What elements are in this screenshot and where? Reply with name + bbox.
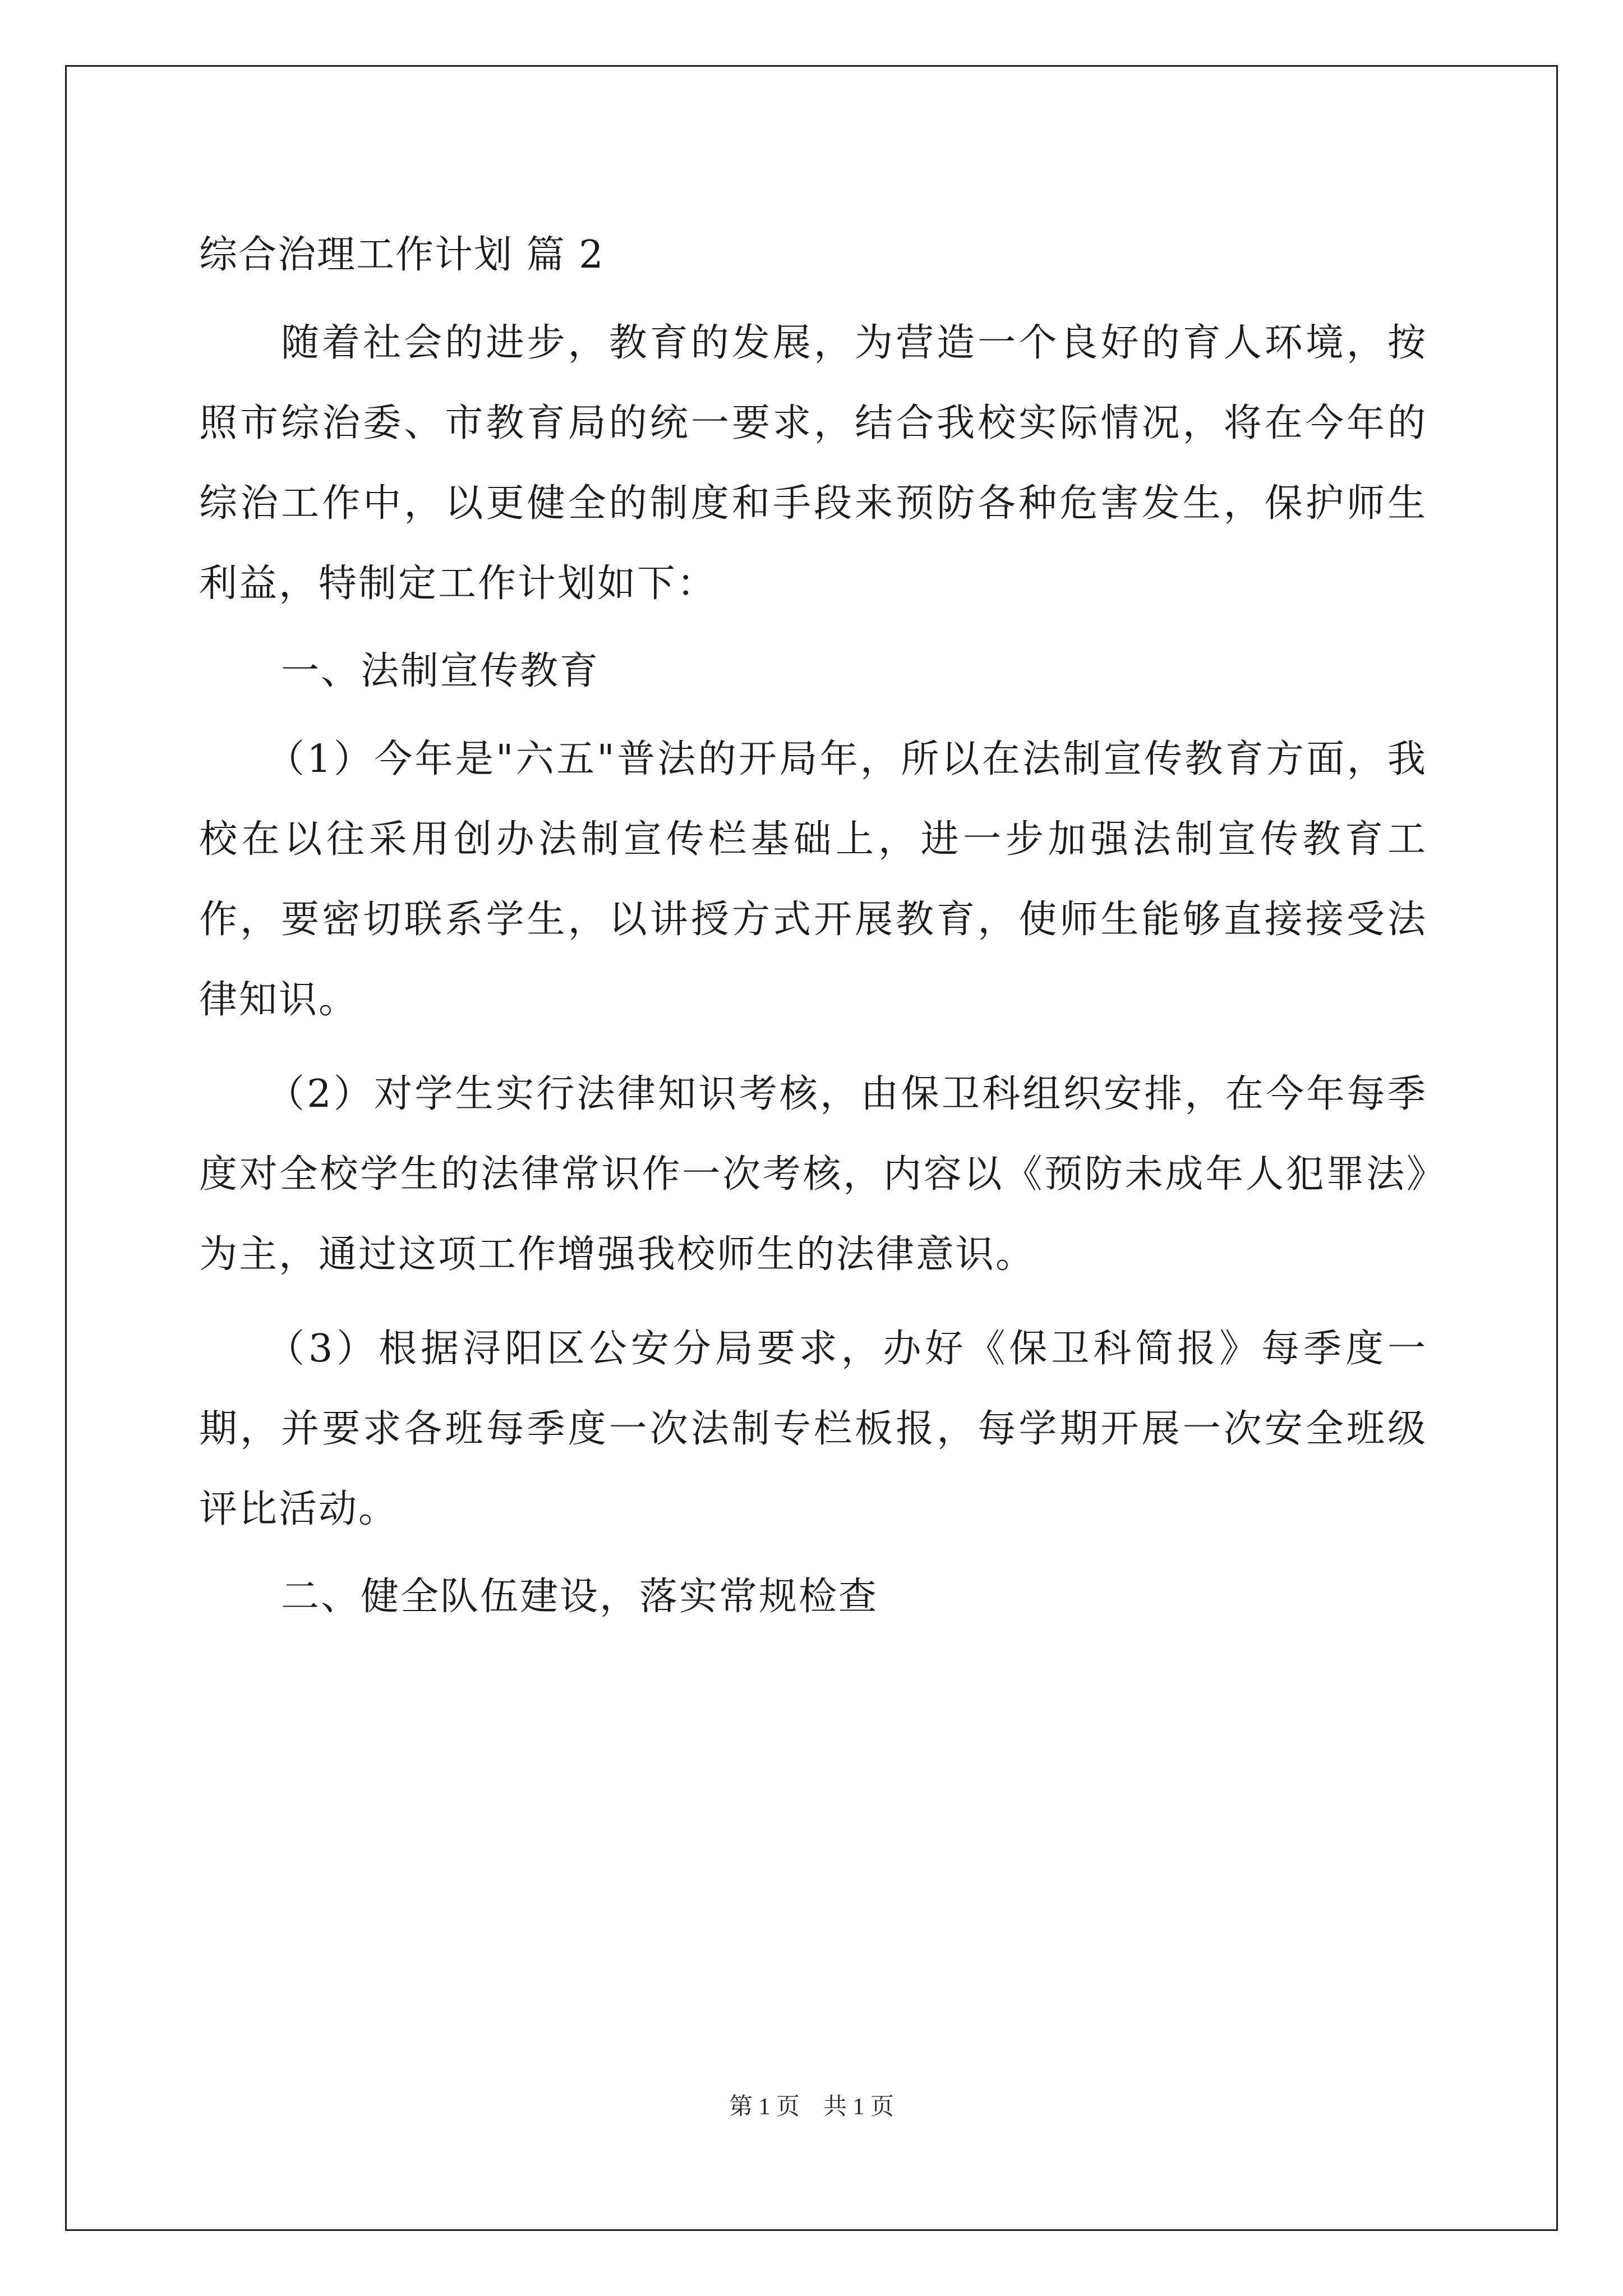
document-body xyxy=(199,222,1427,1645)
page-number: 第 1 页 共 1 页 xyxy=(728,2094,894,2120)
section-heading-1: 一、法制宣传教育 xyxy=(281,649,600,693)
document-title: 综合治理工作计划 篇 2 xyxy=(199,233,605,277)
list-item-1: （1）今年是"六五"普法的开局年，所以在法制宣传教育方面，我校在以往采用创办法制宣传栏基础上，进一步加强法制宣传教育工作，要密切联系学生，以讲授方式开展教育，使师生能够直接接受法律知识。 xyxy=(199,737,1427,1022)
list-item-2: （2）对学生实行法律知识考核，由保卫科组织安排，在今年每季度对全校学生的法律常识作一次考核，内容以《预防未成年人犯罪法》为主，通过这项工作增强我校师生的法律意识。 xyxy=(199,1072,1427,1277)
list-item-3: （3）根据浔阳区公安分局要求，办好《保卫科简报》每季度一期，并要求各班每季度一次法制专栏板报，每学期开展一次安全班级评比活动。 xyxy=(199,1327,1427,1531)
intro-paragraph: 随着社会的进步，教育的发展，为营造一个良好的育人环境，按照市综治委、市教育局的统一要求，结合我校实际情况，将在今年的综治工作中，以更健全的制度和手段来预防各种危害发生，保护师生利益，特制定工作计划如下： xyxy=(199,321,1427,606)
section-heading-2: 二、健全队伍建设，落实常规检查 xyxy=(281,1575,879,1619)
